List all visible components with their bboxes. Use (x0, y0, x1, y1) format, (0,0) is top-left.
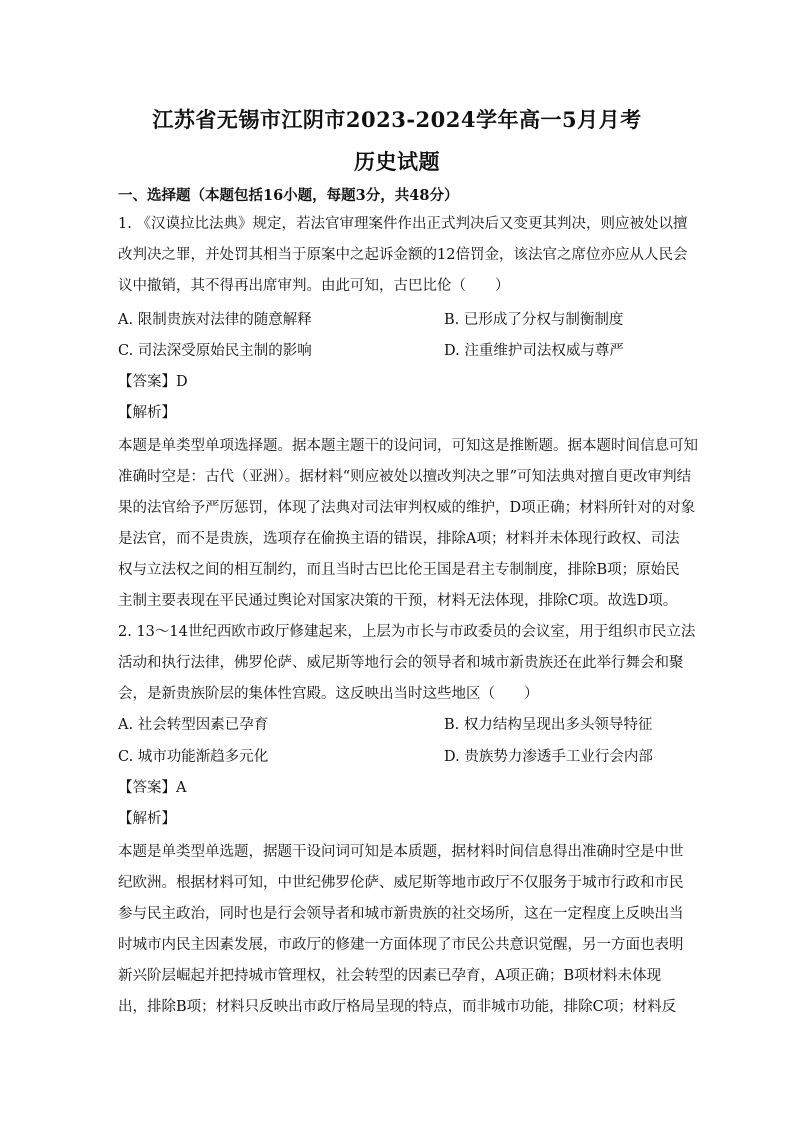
section-heading: 一、选择题（本题包括16小题，每题3分，共48分） (118, 187, 459, 204)
q2-stem-line: 会，是新贵族阶层的集体性宫殿。这反映出当时这些地区（ ） (118, 686, 539, 702)
q1-option-c: C. 司法深受原始民主制的影响 (118, 343, 312, 359)
q2-analysis-line: 新兴阶层崛起并把持城市管理权，社会转型的因素已孕育，A项正确；B项材料未体现 (118, 968, 662, 984)
exam-title: 江苏省无锡市江阴市2023-2024学年高一5月月考 (152, 107, 642, 132)
q1-stem-line: 议中撤销，其不得再出席审判。由此可知，古巴比伦（ ） (118, 278, 510, 294)
q2-analysis-line: 纪欧洲。根据材料可知，中世纪佛罗伦萨、威尼斯等地市政厅不仅服务于城市行政和市民 (118, 875, 684, 891)
q1-answer: 【答案】D (118, 374, 188, 390)
q2-stem-line: 2. 13～14世纪西欧市政厅修建起来，上层为市长与市政委员的会议室，用于组织市民立法 (118, 624, 696, 640)
q2-option-d: D. 贵族势力渗透手工业行会内部 (444, 749, 653, 765)
q1-analysis-line: 是法官，而不是贵族，选项存在偷换主语的错误，排除A项；材料并未体现行政权、司法 (118, 531, 680, 547)
q2-option-c: C. 城市功能渐趋多元化 (118, 749, 269, 765)
q2-stem-line: 活动和执行法律，佛罗伦萨、威尼斯等地行会的领导者和城市新贵族还在此举行舞会和聚 (118, 655, 684, 671)
q2-analysis-line: 参与民主政治，同时也是行会领导者和城市新贵族的社交场所，这在一定程度上反映出当 (118, 906, 684, 922)
q2-analysis-line: 时城市内民主因素发展，市政厅的修建一方面体现了市民公共意识觉醒，另一方面也表明 (118, 937, 684, 953)
q1-analysis-line: 准确时空是：古代（亚洲）。据材料“则应被处以擅改判决之罪”可知法典对擅自更改审判结 (118, 469, 692, 485)
q1-stem-line: 1. 《汉谟拉比法典》规定，若法官审理案件作出正式判决后又变更其判决，则应被处以擅 (118, 216, 688, 232)
q1-analysis-line: 权与立法权之间的相互制约，而且当时古巴比伦王国是君主专制制度，排除B项；原始民 (118, 562, 680, 578)
q1-analysis-line: 本题是单类型单项选择题。据本题主题干的设问词，可知这是推断题。据本题时间信息可知 (118, 438, 698, 454)
q2-analysis-line: 本题是单类型单选题，据题干设问词可知是本质题，据材料时间信息得出准确时空是中世 (118, 844, 684, 860)
q2-answer: 【答案】A (118, 780, 187, 796)
q2-analysis-label: 【解析】 (118, 811, 176, 827)
q1-stem-line: 改判决之罪，并处罚其相当于原案中之起诉金额的12倍罚金，该法官之席位亦应从人民会 (118, 247, 688, 263)
q1-analysis-line: 主制主要表现在平民通过舆论对国家决策的干预，材料无法体现，排除C项。故选D项。 (118, 593, 678, 609)
q1-option-d: D. 注重维护司法权威与尊严 (444, 343, 624, 359)
exam-subtitle: 历史试题 (354, 149, 440, 174)
q1-analysis-label: 【解析】 (118, 405, 176, 421)
q2-analysis-line: 出，排除B项；材料只反映出市政厅格局呈现的特点，而非城市功能，排除C项；材料反 (118, 999, 677, 1015)
q1-option-b: B. 已形成了分权与制衡制度 (444, 312, 624, 328)
q2-option-b: B. 权力结构呈现出多头领导特征 (444, 717, 653, 733)
q2-option-a: A. 社会转型因素已孕育 (118, 717, 269, 733)
q1-analysis-line: 果的法官给予严厉惩罚，体现了法典对司法审判权威的维护，D项正确；材料所针对的对象 (118, 500, 696, 516)
q1-option-a: A. 限制贵族对法律的随意解释 (118, 312, 312, 328)
